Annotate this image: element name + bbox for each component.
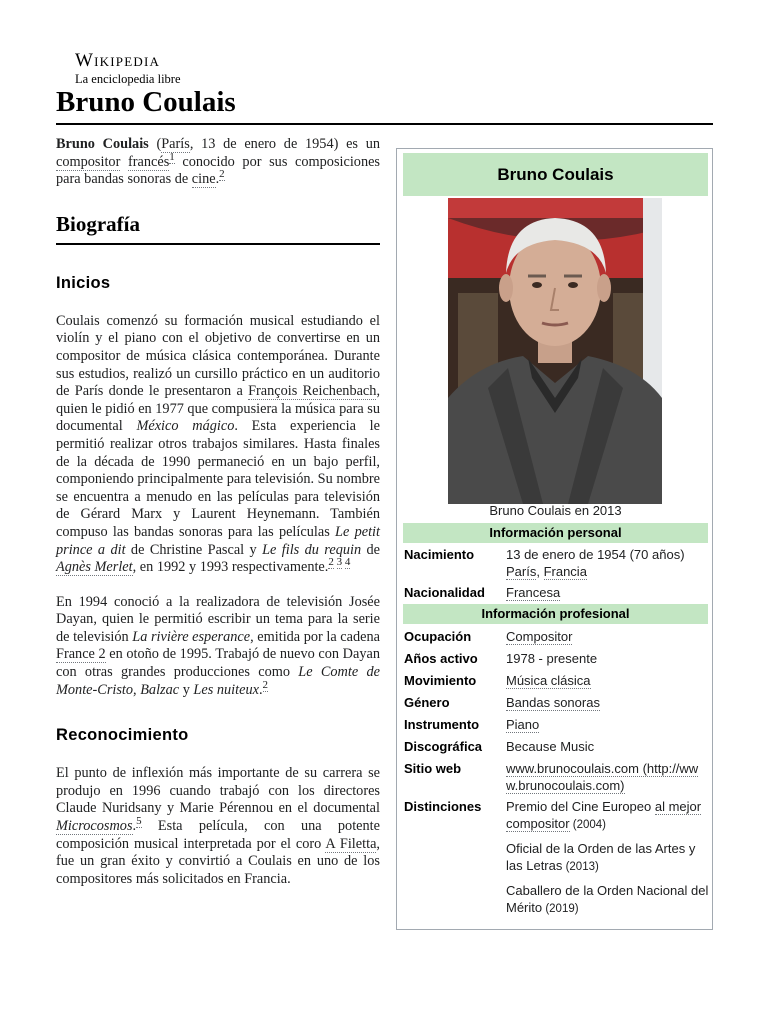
photo-caption: Bruno Coulais en 2013 xyxy=(489,503,622,518)
paragraph-inicios-1: Coulais comenzó su formación musical estudiando el violín y el piano con el objetivo de convertirse en un compositor de música clásica contemporánea. Durante sus estudios, realizó un cursillo práctico en un auditorio de París donde le presentaron a François Reichenbach, quien le pidió en 1977 que compusiera la música para su documental México mágico. Esta experiencia le permitió realizar otros trabajos similares. Hasta finales de la década de 1990 permaneció en un bajo perfil, componiendo principalmente para televisión. Su nombre se encuentra a menudo en las películas para televisión de Gérard Marx y Laurent Heynemann. También compuso las bandas sonoras para las películas Le petit prince a dit de Christine Pascal y Le fils du requin de Agnès Merlet, en 1992 y 1993 respectivamente.$^{2 3 4}$ xyxy=(56,312,381,576)
ref-2[interactable]: 2 xyxy=(262,678,269,691)
ref-2[interactable]: 2 xyxy=(219,168,225,181)
infobox-value: 1978 - presente xyxy=(506,651,598,666)
infobox-label: Ocupación xyxy=(404,629,472,644)
link-francia[interactable]: Francia xyxy=(543,564,587,579)
intro-subject-name: Bruno Coulais xyxy=(56,136,149,152)
infobox-value xyxy=(506,584,709,601)
link-a-filetta[interactable]: A Filetta xyxy=(325,835,377,852)
ref-2[interactable]: 2 xyxy=(328,556,334,569)
infobox-label: Nacionalidad xyxy=(404,585,485,600)
distincion-item: Premio del Cine Europeo al mejor compositor (2004) xyxy=(506,799,702,831)
link-france-2[interactable]: France 2 xyxy=(56,646,106,663)
link-frances[interactable]: francés xyxy=(127,153,170,170)
title-divider xyxy=(56,123,713,125)
link-microcosmos[interactable]: Microcosmos xyxy=(56,818,133,835)
infobox-label: Género xyxy=(404,695,450,710)
ref-3[interactable]: 3 xyxy=(336,556,343,569)
infobox-value xyxy=(506,798,709,924)
infobox-value xyxy=(506,672,709,689)
link-agnes-merlet[interactable]: Agnès Merlet xyxy=(56,559,133,576)
article-body xyxy=(56,136,380,888)
infobox-value xyxy=(506,760,709,794)
distincion-item: Caballero de la Orden Nacional del Mérito (2019) xyxy=(506,883,709,915)
wikipedia-logo[interactable] xyxy=(75,51,205,87)
link-cine[interactable]: cine xyxy=(191,171,216,188)
infobox-label: Distinciones xyxy=(404,799,482,814)
ref-5[interactable]: 5 xyxy=(136,815,142,828)
link-al-mejor-compositor[interactable]: al mejor compositor xyxy=(506,799,702,831)
infobox-label: Discográfica xyxy=(404,739,483,754)
link-paris[interactable]: París xyxy=(161,136,190,152)
wikipedia-wordmark: Wikipedia xyxy=(75,50,161,71)
link-sitio-web[interactable]: www.brunocoulais.com (http://www.brunocoulais.com) xyxy=(506,761,699,793)
infobox-value xyxy=(506,716,709,733)
subsection-heading-inicios: Inicios xyxy=(56,273,111,292)
infobox-value: 13 de enero de 1954 (70 años) París, Francia xyxy=(506,547,685,579)
infobox-value xyxy=(506,628,709,645)
link-compositor[interactable]: Compositor xyxy=(506,629,573,644)
paragraph-inicios-2: En 1994 conoció a la realizadora de televisión Josée Dayan, quien le permitió escribir un tema para la serie de televisión La rivière esperance, emitida por la cadena France 2 en otoño de 1995. Trabajó de nuevo con Dayan con otras grandes producciones como Le Comte de Monte-Cristo, Balzac y Les nuiteux.$^2$ xyxy=(56,593,380,698)
link-compositor[interactable]: compositor xyxy=(56,153,121,170)
ref-4[interactable]: 4 xyxy=(344,556,351,569)
infobox-label: Sitio web xyxy=(404,761,462,776)
infobox-title: Bruno Coulais xyxy=(403,153,708,196)
link-musica-clasica[interactable]: Música clásica xyxy=(506,673,591,688)
infobox-label: Nacimiento xyxy=(404,547,475,562)
infobox-value: Because Music xyxy=(506,739,595,754)
section-heading-biografia: Biografía xyxy=(56,210,380,245)
infobox xyxy=(396,148,713,930)
infobox-label: Movimiento xyxy=(404,673,477,688)
link-francois-reichenbach[interactable]: François Reichenbach xyxy=(248,383,377,400)
infobox-value xyxy=(506,694,709,711)
distincion-item: Oficial de la Orden de las Artes y las Letras (2013) xyxy=(506,841,696,873)
link-bandas-sonoras[interactable]: Bandas sonoras xyxy=(506,695,600,710)
infobox-label: Instrumento xyxy=(404,717,480,732)
paragraph-reconocimiento: El punto de inflexión más importante de su carrera se produjo en 1996 cuando trabajó con los directores Claude Nuridsany y Marie Pérennou en el documental Microcosmos.$^5$ Esta película, con una potente composición musical interpretada por el coro A Filetta, fue un gran éxito y convirtió a Coulais en uno de los compositores más solicitados en Francia. xyxy=(56,765,380,887)
link-piano[interactable]: Piano xyxy=(506,717,540,732)
ref-1[interactable]: 1 xyxy=(169,150,175,163)
subsection-heading-reconocimiento: Reconocimiento xyxy=(56,726,189,745)
wikipedia-tagline: La enciclopedia libre xyxy=(75,72,181,86)
infobox-section-profesional: Información profesional xyxy=(403,604,708,624)
portrait-photo[interactable] xyxy=(448,198,662,504)
intro-paragraph: Bruno Coulais (París, 13 de enero de 1954) es un compositor francés$^1$ conocido por sus composiciones para bandas sonoras de cine.$^2$ xyxy=(56,136,380,188)
infobox-section-personal: Información personal xyxy=(403,523,708,543)
page-title: Bruno Coulais xyxy=(56,86,236,118)
infobox-label: Años activo xyxy=(404,651,478,666)
link-paris[interactable]: París xyxy=(506,564,537,579)
link-francesa[interactable]: Francesa xyxy=(506,585,561,600)
